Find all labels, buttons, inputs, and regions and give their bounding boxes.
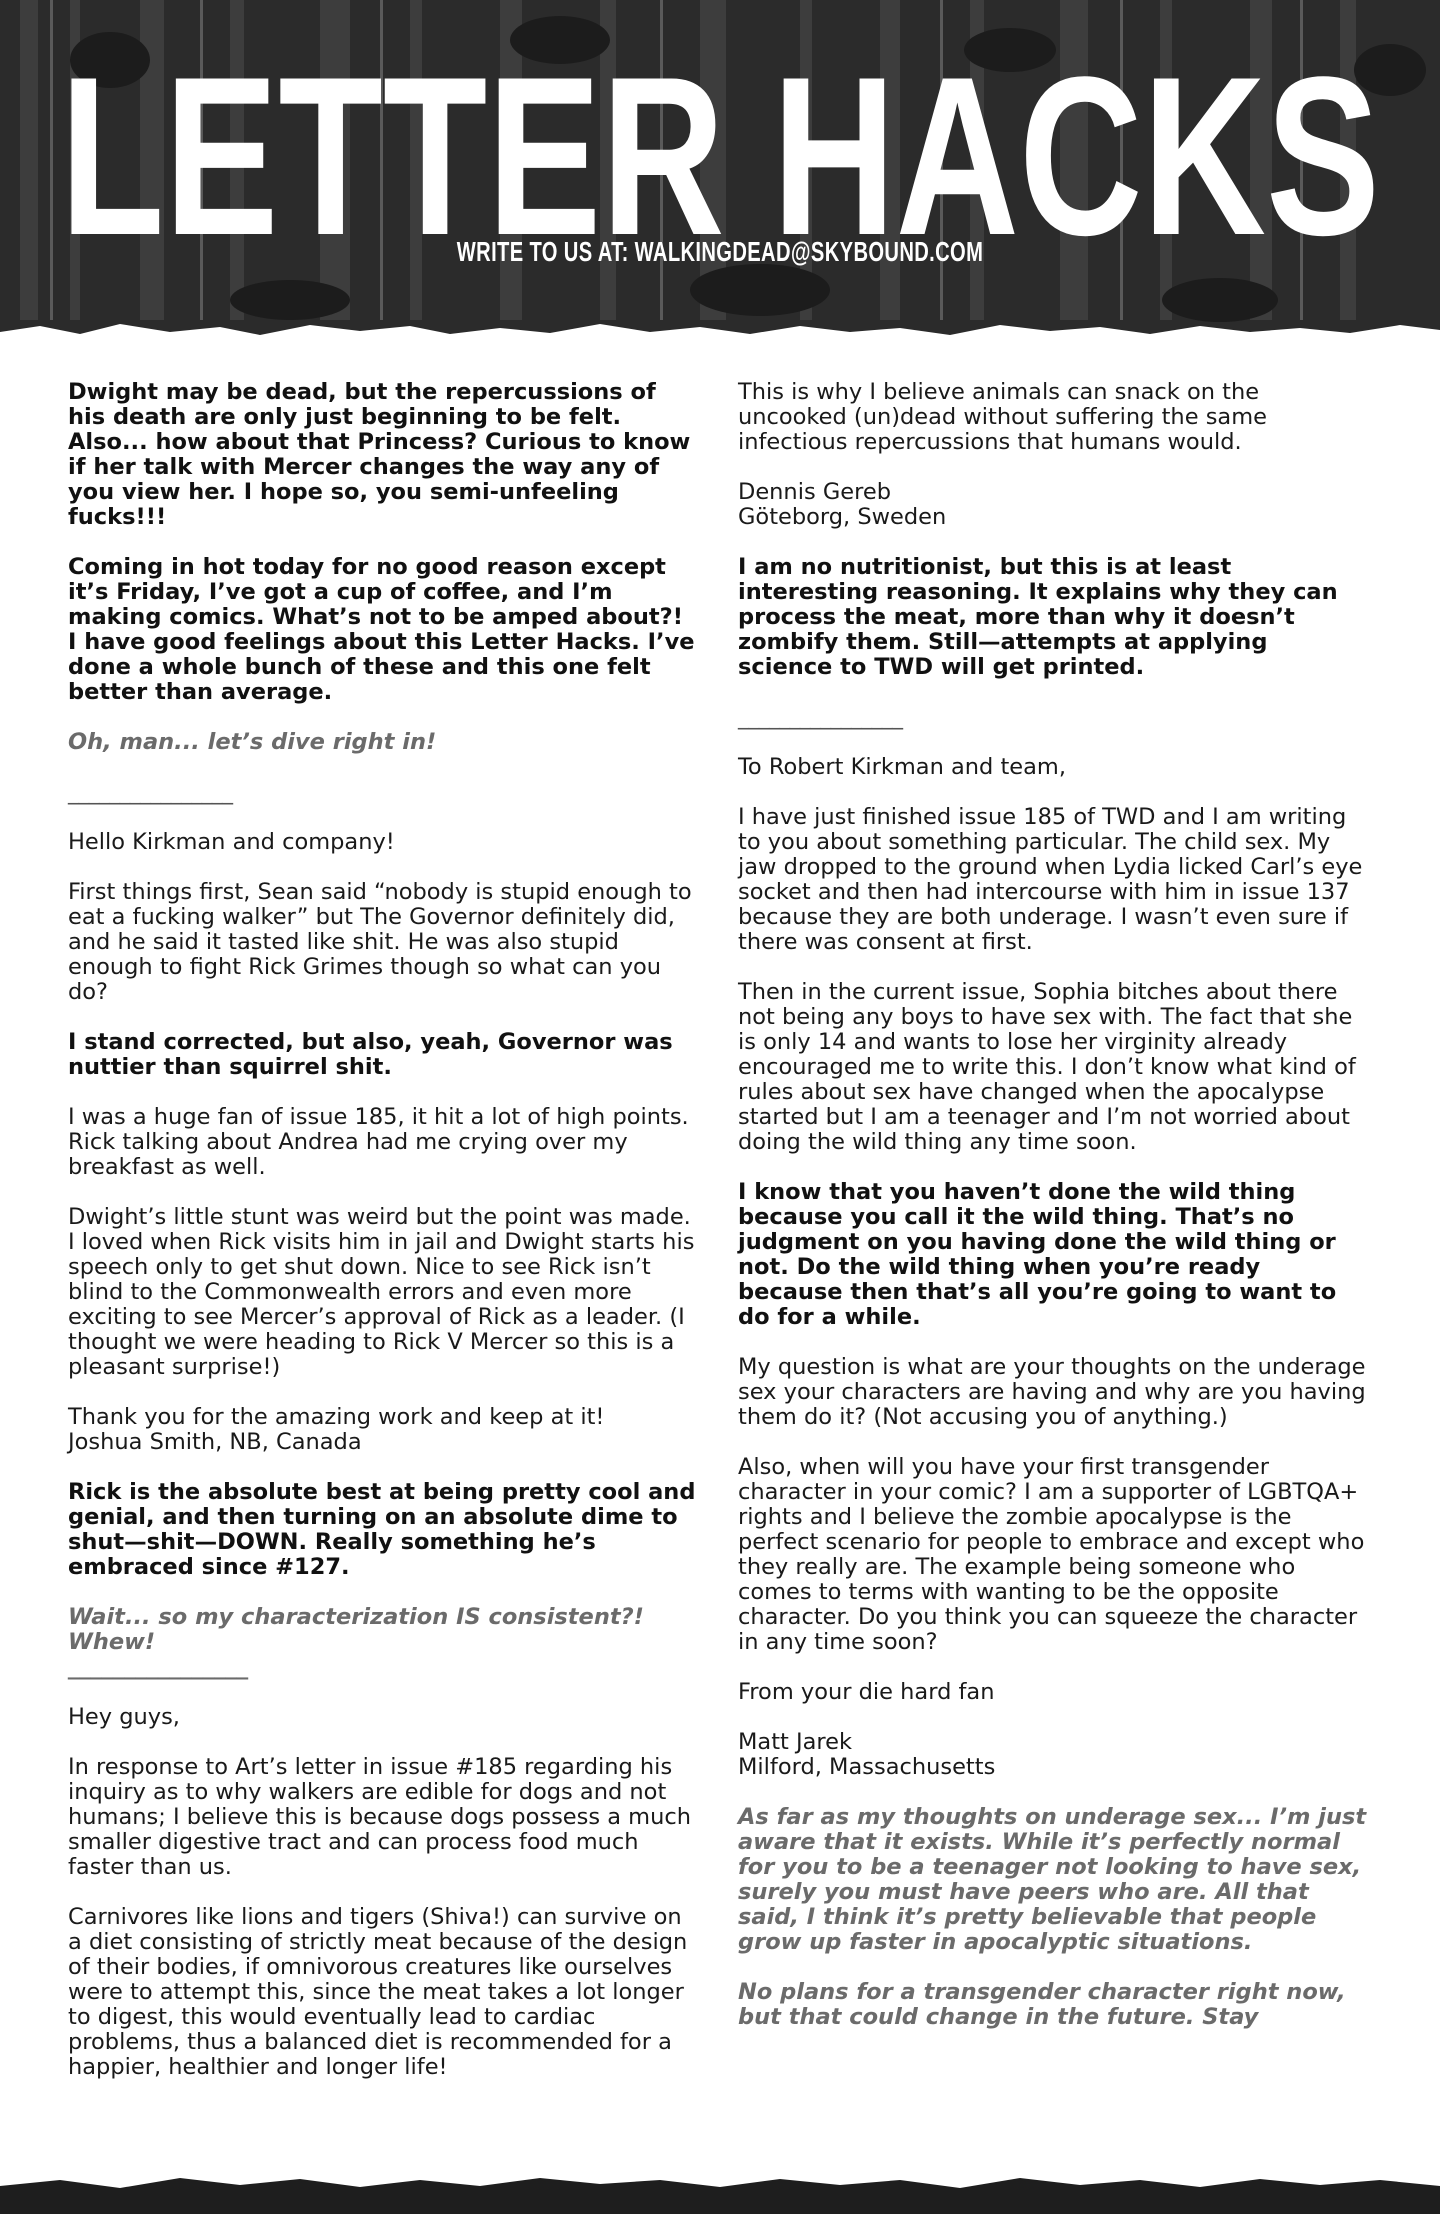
section-separator: ________________	[738, 704, 902, 730]
write-to-us-line	[202, 236, 1239, 268]
editor-reply: Coming in hot today for no good reason except it’s Friday, I’ve got a cup of coffee, and I’m making comics. What’s not to be amped about?! I have good feelings about this Letter Hacks. I’ve done a whole bunch of these and this one felt better than average.	[68, 554, 695, 705]
section-separator: ________________	[68, 779, 232, 805]
reader-letter: My question is what are your thoughts on the underage sex your characters are having and why are you having them do it? (Not accusing you of anything.)	[738, 1354, 1366, 1430]
reader-letter: From your die hard fan	[738, 1679, 995, 1705]
editor-reply: I know that you haven’t done the wild thing because you call it the wild thing. That’s no judgment on you having done the wild thing or not. Do the wild thing when you’re ready because then that’s all you’re going to want to do for a while.	[738, 1179, 1337, 1330]
staff-comment: No plans for a transgender character right now, but that could change in the future. Stay	[738, 1979, 1346, 2030]
left-column	[68, 380, 698, 2105]
editor-reply: I am no nutritionist, but this is at least interesting reasoning. It explains why they can process the meat, more than why it doesn’t zombify them. Still—attempts at applying science to TWD will get printed.	[738, 554, 1338, 680]
editor-reply: Rick is the absolute best at being pretty cool and genial, and then turning on an absolute dime to shut—shit—DOWN. Really something he’s embraced since #127.	[68, 1479, 696, 1580]
editor-reply: I stand corrected, but also, yeah, Governor was nuttier than squirrel shit.	[68, 1029, 673, 1080]
reader-letter: Also, when will you have your first transgender character in your comic? I am a supporter of LGBTQA+ rights and I believe the zombie apocalypse is the perfect scenario for people to embrace and except who they really are. The example being someone who comes to terms with wanting to be the opposite character. Do you think you can squeeze the character in any time soon?	[738, 1454, 1365, 1655]
letter-hacks-logo	[60, 52, 1380, 252]
reader-letter: To Robert Kirkman and team,	[738, 754, 1066, 780]
reader-letter: This is why I believe animals can snack on the uncooked (un)dead without suffering the same infectious repercussions that humans would.	[738, 379, 1267, 455]
reader-letter: Dwight’s little stunt was weird but the point was made. I loved when Rick visits him in jail and Dwight starts his speech only to get shut down. Nice to see Rick isn’t blind to the Commonwealth errors and even more exciting to see Mercer’s approval of Rick as a leader. (I thought we were heading to Rick V Mercer so this is a pleasant surprise!)	[68, 1204, 695, 1380]
masthead-banner	[0, 0, 1440, 340]
bottom-torn-border	[0, 2168, 1440, 2214]
reader-letter: Hey guys,	[68, 1704, 180, 1730]
editor-reply: Dwight may be dead, but the repercussions of his death are only just beginning to be felt. Also... how about that Princess? Curious to know if her talk with Mercer changes the way any of you view her. I hope so, you semi-unfeeling fucks!!!	[68, 379, 691, 530]
reader-letter: Dennis Gereb Göteborg, Sweden	[738, 479, 947, 530]
letter-hacks-title: LETTER HACKS	[60, 52, 1380, 252]
staff-comment: Wait... so my characterization IS consistent?! Whew! ________________	[68, 1604, 644, 1680]
reader-letter: Carnivores like lions and tigers (Shiva!) can survive on a diet consisting of strictly meat because of the design of their bodies, if omnivorous creatures like ourselves were to attempt this, since the meat takes a lot longer to digest, this would eventually lead to cardiac problems, thus a balanced diet is recommended for a happier, healthier and longer life!	[68, 1904, 688, 2080]
reader-letter: Then in the current issue, Sophia bitches about there not being any boys to have sex with. The fact that she is only 14 and wants to lose her virginity already encouraged me to write this. I don’t know what kind of rules about sex have changed when the apocalypse started but I am a teenager and I’m not worried about doing the wild thing any time soon.	[738, 979, 1356, 1155]
reader-letter: I was a huge fan of issue 185, it hit a lot of high points. Rick talking about Andrea had me crying over my breakfast as well.	[68, 1104, 689, 1180]
torn-paper-edge	[0, 318, 1440, 340]
reader-letter: I have just finished issue 185 of TWD and I am writing to you about something particular. The child sex. My jaw dropped to the ground when Lydia licked Carl’s eye socket and then had intercourse with him in issue 137 because they are both underage. I wasn’t even sure if there was consent at first.	[738, 804, 1363, 955]
staff-comment: As far as my thoughts on underage sex... I’m just aware that it exists. While it’s perfectly normal for you to be a teenager not looking to have sex, surely you must have peers who are. All that said, I think it’s pretty believable that people grow up faster in apocalyptic situations.	[738, 1804, 1367, 1955]
staff-comment: Oh, man... let’s dive right in!	[68, 729, 437, 755]
reader-letter: Thank you for the amazing work and keep at it! Joshua Smith, NB, Canada	[68, 1404, 605, 1455]
write-to-us-label: WRITE TO US AT:	[456, 236, 629, 267]
reader-letter: Hello Kirkman and company!	[68, 829, 395, 855]
contact-email[interactable]: WALKINGDEAD@SKYBOUND.COM	[634, 236, 984, 267]
reader-letter: In response to Art’s letter in issue #185 regarding his inquiry as to why walkers are edible for dogs and not humans; I believe this is because dogs possess a much smaller digestive tract and can process food much faster than us.	[68, 1754, 691, 1880]
right-column	[738, 380, 1368, 2055]
reader-letter: Matt Jarek Milford, Massachusetts	[738, 1729, 996, 1780]
reader-letter: First things first, Sean said “nobody is stupid enough to eat a fucking walker” but The Governor definitely did, and he said it tasted like shit. He was also stupid enough to fight Rick Grimes though so what can you do?	[68, 879, 692, 1005]
